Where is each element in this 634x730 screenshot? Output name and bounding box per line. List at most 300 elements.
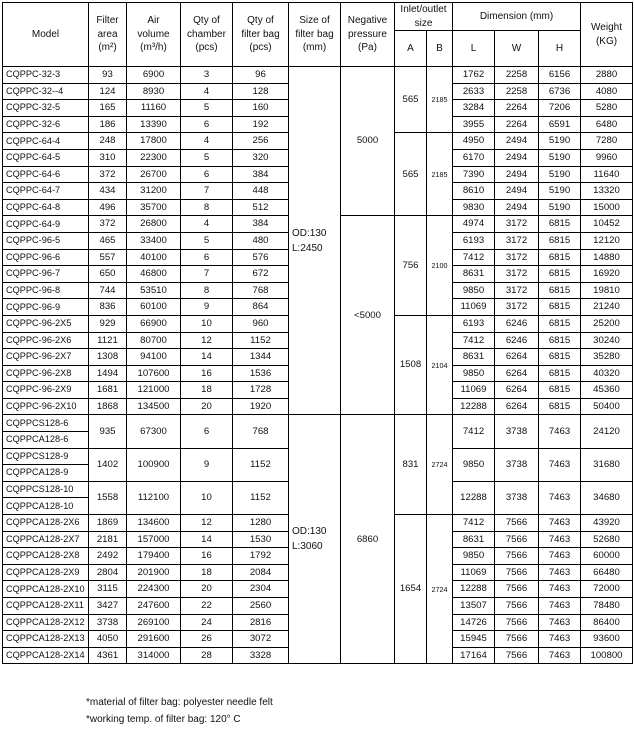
filter-area-cell: 2492 — [89, 548, 127, 565]
note-temperature: *working temp. of filter bag: 120° C — [86, 714, 241, 725]
weight-cell: 34680 — [581, 481, 633, 514]
weight-cell: 40320 — [581, 365, 633, 382]
dimension-h-cell: 6815 — [539, 216, 581, 233]
dimension-l-cell: 4950 — [453, 133, 495, 150]
filter-area-cell: 93 — [89, 67, 127, 84]
header-qty-filter-bag: Qty of filter bag (pcs) — [233, 3, 289, 67]
dimension-l-cell: 15945 — [453, 631, 495, 648]
dimension-w-cell: 2258 — [495, 83, 539, 100]
model-cell: CQPPC-64-7 — [3, 183, 89, 200]
weight-cell: 50400 — [581, 398, 633, 415]
dimension-w-cell: 6246 — [495, 332, 539, 349]
dimension-l-cell: 3955 — [453, 116, 495, 133]
air-volume-cell: 33400 — [127, 232, 181, 249]
weight-cell: 14880 — [581, 249, 633, 266]
bag-qty-cell: 480 — [233, 232, 289, 249]
dimension-h-cell: 7463 — [539, 631, 581, 648]
header-air-volume: Air volume (m³/h) — [127, 3, 181, 67]
dimension-w-cell: 3172 — [495, 216, 539, 233]
model-cell: CQPPC-32-3 — [3, 67, 89, 84]
dimension-w-cell: 3172 — [495, 249, 539, 266]
bag-qty-cell: 864 — [233, 299, 289, 316]
dimension-l-cell: 1762 — [453, 67, 495, 84]
air-volume-cell: 11160 — [127, 100, 181, 117]
air-volume-cell: 201900 — [127, 564, 181, 581]
filter-area-cell: 2804 — [89, 564, 127, 581]
bag-qty-cell: 384 — [233, 216, 289, 233]
air-volume-cell: 134600 — [127, 515, 181, 532]
filter-area-cell: 557 — [89, 249, 127, 266]
air-volume-cell: 247600 — [127, 598, 181, 615]
chamber-qty-cell: 22 — [181, 598, 233, 615]
chamber-qty-cell: 20 — [181, 398, 233, 415]
model-cell: CQPPC-64-5 — [3, 149, 89, 166]
header-w: W — [495, 31, 539, 67]
weight-cell: 100800 — [581, 647, 633, 664]
weight-cell: 25200 — [581, 315, 633, 332]
bag-qty-cell: 2084 — [233, 564, 289, 581]
filter-area-cell: 310 — [89, 149, 127, 166]
filter-area-cell: 929 — [89, 315, 127, 332]
dimension-l-cell: 3284 — [453, 100, 495, 117]
model-cell: CQPPC-64-4 — [3, 133, 89, 150]
dimension-w-cell: 7566 — [495, 548, 539, 565]
dimension-w-cell: 2494 — [495, 149, 539, 166]
model-cell: CQPPCA128-2X13 — [3, 631, 89, 648]
chamber-qty-cell: 9 — [181, 299, 233, 316]
dimension-w-cell: 6264 — [495, 349, 539, 366]
bag-qty-cell: 1152 — [233, 481, 289, 514]
chamber-qty-cell: 4 — [181, 83, 233, 100]
inlet-a-cell: 756 — [395, 216, 427, 316]
air-volume-cell: 53510 — [127, 282, 181, 299]
air-volume-cell: 269100 — [127, 614, 181, 631]
dimension-w-cell: 3738 — [495, 448, 539, 481]
air-volume-cell: 46800 — [127, 266, 181, 283]
filter-area-cell: 4050 — [89, 631, 127, 648]
dimension-h-cell: 7463 — [539, 614, 581, 631]
dimension-w-cell: 7566 — [495, 631, 539, 648]
inlet-a-cell: 565 — [395, 133, 427, 216]
weight-cell: 52680 — [581, 531, 633, 548]
filter-area-cell: 248 — [89, 133, 127, 150]
weight-cell: 93600 — [581, 631, 633, 648]
chamber-qty-cell: 16 — [181, 548, 233, 565]
weight-cell: 24120 — [581, 415, 633, 448]
dimension-w-cell: 2494 — [495, 199, 539, 216]
air-volume-cell: 100900 — [127, 448, 181, 481]
inlet-b-cell: 2185 — [427, 133, 453, 216]
air-volume-cell: 35700 — [127, 199, 181, 216]
chamber-qty-cell: 24 — [181, 614, 233, 631]
dimension-l-cell: 13507 — [453, 598, 495, 615]
dimension-l-cell: 9850 — [453, 365, 495, 382]
model-cell: CQPPCS128-9 — [3, 448, 89, 465]
filter-area-cell: 3427 — [89, 598, 127, 615]
dimension-w-cell: 7566 — [495, 598, 539, 615]
negative-pressure-cell: 6860 — [341, 415, 395, 664]
header-h: H — [539, 31, 581, 67]
dimension-l-cell: 6193 — [453, 232, 495, 249]
model-cell: CQPPC-96-2X8 — [3, 365, 89, 382]
dimension-l-cell: 7390 — [453, 166, 495, 183]
weight-cell: 12120 — [581, 232, 633, 249]
model-cell: CQPPC-96-8 — [3, 282, 89, 299]
dimension-l-cell: 14726 — [453, 614, 495, 631]
filter-area-cell: 465 — [89, 232, 127, 249]
filter-area-cell: 372 — [89, 166, 127, 183]
filter-area-cell: 1558 — [89, 481, 127, 514]
inlet-b-cell: 2724 — [427, 415, 453, 515]
air-volume-cell: 314000 — [127, 647, 181, 664]
weight-cell: 10452 — [581, 216, 633, 233]
header-weight: Weight (KG) — [581, 3, 633, 67]
dimension-w-cell: 2494 — [495, 183, 539, 200]
air-volume-cell: 8930 — [127, 83, 181, 100]
chamber-qty-cell: 14 — [181, 349, 233, 366]
inlet-b-cell: 2185 — [427, 67, 453, 133]
air-volume-cell: 291600 — [127, 631, 181, 648]
dimension-h-cell: 7463 — [539, 481, 581, 514]
bag-qty-cell: 192 — [233, 116, 289, 133]
weight-cell: 30240 — [581, 332, 633, 349]
bag-qty-cell: 1536 — [233, 365, 289, 382]
bag-qty-cell: 1152 — [233, 332, 289, 349]
bag-qty-cell: 2560 — [233, 598, 289, 615]
dimension-w-cell: 3738 — [495, 415, 539, 448]
dimension-w-cell: 7566 — [495, 581, 539, 598]
air-volume-cell: 17800 — [127, 133, 181, 150]
filter-area-cell: 1869 — [89, 515, 127, 532]
dimension-h-cell: 6591 — [539, 116, 581, 133]
dimension-h-cell: 6815 — [539, 365, 581, 382]
model-cell: CQPPCA128-2X10 — [3, 581, 89, 598]
dimension-l-cell: 9830 — [453, 199, 495, 216]
model-cell: CQPPCS128-6 — [3, 415, 89, 432]
weight-cell: 78480 — [581, 598, 633, 615]
dimension-l-cell: 6170 — [453, 149, 495, 166]
bag-qty-cell: 1152 — [233, 448, 289, 481]
model-cell: CQPPC-96-7 — [3, 266, 89, 283]
chamber-qty-cell: 10 — [181, 315, 233, 332]
dimension-w-cell: 3172 — [495, 282, 539, 299]
filter-area-cell: 744 — [89, 282, 127, 299]
weight-cell: 19810 — [581, 282, 633, 299]
dimension-h-cell: 6736 — [539, 83, 581, 100]
weight-cell: 16920 — [581, 266, 633, 283]
model-cell: CQPPCA128-10 — [3, 498, 89, 515]
dimension-w-cell: 6264 — [495, 398, 539, 415]
dimension-l-cell: 11069 — [453, 564, 495, 581]
model-cell: CQPPCS128-10 — [3, 481, 89, 498]
filter-area-cell: 935 — [89, 415, 127, 448]
filter-area-cell: 1868 — [89, 398, 127, 415]
air-volume-cell: 60100 — [127, 299, 181, 316]
model-cell: CQPPCA128-2X11 — [3, 598, 89, 615]
filter-area-cell: 124 — [89, 83, 127, 100]
model-cell: CQPPC-64-9 — [3, 216, 89, 233]
dimension-w-cell: 2264 — [495, 116, 539, 133]
filter-area-cell: 1308 — [89, 349, 127, 366]
dimension-h-cell: 7463 — [539, 647, 581, 664]
header-a: A — [395, 31, 427, 67]
chamber-qty-cell: 8 — [181, 199, 233, 216]
dimension-w-cell: 6264 — [495, 365, 539, 382]
model-cell: CQPPC-32-5 — [3, 100, 89, 117]
dimension-w-cell: 7566 — [495, 531, 539, 548]
weight-cell: 43920 — [581, 515, 633, 532]
bag-qty-cell: 1920 — [233, 398, 289, 415]
chamber-qty-cell: 26 — [181, 631, 233, 648]
chamber-qty-cell: 7 — [181, 266, 233, 283]
bag-qty-cell: 3072 — [233, 631, 289, 648]
chamber-qty-cell: 6 — [181, 415, 233, 448]
model-cell: CQPPCA128-6 — [3, 432, 89, 449]
bag-qty-cell: 1344 — [233, 349, 289, 366]
air-volume-cell: 134500 — [127, 398, 181, 415]
model-cell: CQPPC-96-9 — [3, 299, 89, 316]
chamber-qty-cell: 5 — [181, 100, 233, 117]
model-cell: CQPPCA128-2X9 — [3, 564, 89, 581]
chamber-qty-cell: 28 — [181, 647, 233, 664]
filter-area-cell: 496 — [89, 199, 127, 216]
negative-pressure-cell: 5000 — [341, 67, 395, 216]
header-dimension: Dimension (mm) — [453, 3, 581, 31]
filter-area-cell: 4361 — [89, 647, 127, 664]
bag-qty-cell: 128 — [233, 83, 289, 100]
chamber-qty-cell: 3 — [181, 67, 233, 84]
bag-qty-cell: 768 — [233, 415, 289, 448]
bag-od: OD:130 — [292, 227, 327, 239]
dimension-h-cell: 6815 — [539, 315, 581, 332]
bag-qty-cell: 384 — [233, 166, 289, 183]
header-inlet-outlet: Inlet/outlet size — [395, 3, 453, 31]
filter-area-cell: 434 — [89, 183, 127, 200]
inlet-b-cell: 2724 — [427, 515, 453, 664]
dimension-l-cell: 12288 — [453, 398, 495, 415]
header-qty-chamber: Qty of chamber (pcs) — [181, 3, 233, 67]
filter-area-cell: 1121 — [89, 332, 127, 349]
dimension-l-cell: 4974 — [453, 216, 495, 233]
dimension-h-cell: 7206 — [539, 100, 581, 117]
inlet-a-cell: 831 — [395, 415, 427, 515]
bag-qty-cell: 672 — [233, 266, 289, 283]
dimension-l-cell: 6193 — [453, 315, 495, 332]
dimension-h-cell: 7463 — [539, 448, 581, 481]
weight-cell: 45360 — [581, 382, 633, 399]
dimension-l-cell: 9850 — [453, 548, 495, 565]
weight-cell: 13320 — [581, 183, 633, 200]
dimension-h-cell: 6156 — [539, 67, 581, 84]
inlet-a-cell: 565 — [395, 67, 427, 133]
filter-area-cell: 186 — [89, 116, 127, 133]
notes — [86, 694, 273, 728]
dimension-l-cell: 12288 — [453, 481, 495, 514]
air-volume-cell: 22300 — [127, 149, 181, 166]
dimension-h-cell: 6815 — [539, 349, 581, 366]
filter-area-cell: 836 — [89, 299, 127, 316]
bag-qty-cell: 96 — [233, 67, 289, 84]
weight-cell: 21240 — [581, 299, 633, 316]
dimension-w-cell: 6246 — [495, 315, 539, 332]
header-model: Model — [3, 3, 89, 67]
chamber-qty-cell: 10 — [181, 481, 233, 514]
bag-qty-cell: 1530 — [233, 531, 289, 548]
model-cell: CQPPCA128-2X6 — [3, 515, 89, 532]
weight-cell: 11640 — [581, 166, 633, 183]
model-cell: CQPPC-96-2X9 — [3, 382, 89, 399]
dimension-h-cell: 7463 — [539, 415, 581, 448]
chamber-qty-cell: 4 — [181, 133, 233, 150]
chamber-qty-cell: 6 — [181, 249, 233, 266]
weight-cell: 66480 — [581, 564, 633, 581]
bag-qty-cell: 576 — [233, 249, 289, 266]
dimension-l-cell: 2633 — [453, 83, 495, 100]
bag-qty-cell: 1728 — [233, 382, 289, 399]
dimension-h-cell: 7463 — [539, 581, 581, 598]
inlet-b-cell: 2104 — [427, 315, 453, 415]
bag-qty-cell: 448 — [233, 183, 289, 200]
air-volume-cell: 80700 — [127, 332, 181, 349]
dimension-h-cell: 6815 — [539, 398, 581, 415]
dimension-w-cell: 7566 — [495, 564, 539, 581]
model-cell: CQPPC-32--4 — [3, 83, 89, 100]
dimension-h-cell: 6815 — [539, 232, 581, 249]
weight-cell: 4080 — [581, 83, 633, 100]
model-cell: CQPPCA128-2X7 — [3, 531, 89, 548]
chamber-qty-cell: 16 — [181, 365, 233, 382]
air-volume-cell: 112100 — [127, 481, 181, 514]
model-cell: CQPPCA128-2X12 — [3, 614, 89, 631]
dimension-l-cell: 11069 — [453, 299, 495, 316]
model-cell: CQPPC-64-8 — [3, 199, 89, 216]
inlet-a-cell: 1508 — [395, 315, 427, 415]
bag-od: OD:130 — [292, 526, 327, 538]
header-filter-area: Filter area (m²) — [89, 3, 127, 67]
dimension-w-cell: 3738 — [495, 481, 539, 514]
chamber-qty-cell: 18 — [181, 564, 233, 581]
dimension-l-cell: 7412 — [453, 515, 495, 532]
dimension-h-cell: 5190 — [539, 199, 581, 216]
dimension-h-cell: 5190 — [539, 133, 581, 150]
air-volume-cell: 67300 — [127, 415, 181, 448]
chamber-qty-cell: 9 — [181, 448, 233, 481]
filter-area-cell: 1402 — [89, 448, 127, 481]
model-cell: CQPPCA128-2X8 — [3, 548, 89, 565]
filter-bag-size-cell — [289, 67, 341, 415]
header-bag-size: Size of filter bag (mm) — [289, 3, 341, 67]
air-volume-cell: 6900 — [127, 67, 181, 84]
air-volume-cell: 26700 — [127, 166, 181, 183]
model-cell: CQPPC-32-6 — [3, 116, 89, 133]
inlet-b-cell: 2100 — [427, 216, 453, 316]
air-volume-cell: 66900 — [127, 315, 181, 332]
filter-area-cell: 165 — [89, 100, 127, 117]
dimension-w-cell: 2258 — [495, 67, 539, 84]
air-volume-cell: 31200 — [127, 183, 181, 200]
table-row — [3, 415, 633, 432]
dimension-w-cell: 3172 — [495, 299, 539, 316]
filter-area-cell: 650 — [89, 266, 127, 283]
weight-cell: 9960 — [581, 149, 633, 166]
bag-qty-cell: 1792 — [233, 548, 289, 565]
weight-cell: 60000 — [581, 548, 633, 565]
dimension-h-cell: 7463 — [539, 548, 581, 565]
table-row — [3, 67, 633, 84]
dimension-h-cell: 5190 — [539, 183, 581, 200]
dimension-h-cell: 7463 — [539, 598, 581, 615]
air-volume-cell: 26800 — [127, 216, 181, 233]
air-volume-cell: 224300 — [127, 581, 181, 598]
dimension-l-cell: 7412 — [453, 249, 495, 266]
bag-qty-cell: 768 — [233, 282, 289, 299]
dimension-l-cell: 11069 — [453, 382, 495, 399]
model-cell: CQPPC-64-6 — [3, 166, 89, 183]
header-l: L — [453, 31, 495, 67]
air-volume-cell: 40100 — [127, 249, 181, 266]
dimension-w-cell: 7566 — [495, 647, 539, 664]
dimension-l-cell: 7412 — [453, 332, 495, 349]
weight-cell: 6480 — [581, 116, 633, 133]
header-b: B — [427, 31, 453, 67]
chamber-qty-cell: 6 — [181, 116, 233, 133]
dimension-w-cell: 6264 — [495, 382, 539, 399]
weight-cell: 35280 — [581, 349, 633, 366]
dimension-l-cell: 8631 — [453, 266, 495, 283]
dimension-w-cell: 7566 — [495, 614, 539, 631]
filter-area-cell: 2181 — [89, 531, 127, 548]
filter-area-cell: 372 — [89, 216, 127, 233]
filter-area-cell: 1494 — [89, 365, 127, 382]
weight-cell: 7280 — [581, 133, 633, 150]
air-volume-cell: 157000 — [127, 531, 181, 548]
model-cell: CQPPC-96-6 — [3, 249, 89, 266]
chamber-qty-cell: 7 — [181, 183, 233, 200]
bag-qty-cell: 512 — [233, 199, 289, 216]
weight-cell: 72000 — [581, 581, 633, 598]
bag-qty-cell: 160 — [233, 100, 289, 117]
dimension-l-cell: 8610 — [453, 183, 495, 200]
model-cell: CQPPCA128-9 — [3, 465, 89, 482]
chamber-qty-cell: 12 — [181, 515, 233, 532]
note-material: *material of filter bag: polyester needle felt — [86, 697, 273, 708]
spec-body — [3, 67, 633, 664]
bag-qty-cell: 2304 — [233, 581, 289, 598]
air-volume-cell: 121000 — [127, 382, 181, 399]
negative-pressure-cell: <5000 — [341, 216, 395, 415]
dimension-h-cell: 6815 — [539, 332, 581, 349]
dimension-h-cell: 7463 — [539, 515, 581, 532]
bag-qty-cell: 1280 — [233, 515, 289, 532]
weight-cell: 2880 — [581, 67, 633, 84]
dimension-l-cell: 8631 — [453, 349, 495, 366]
dimension-w-cell: 3172 — [495, 266, 539, 283]
dimension-w-cell: 2494 — [495, 166, 539, 183]
filter-area-cell: 1681 — [89, 382, 127, 399]
model-cell: CQPPC-96-2X7 — [3, 349, 89, 366]
dimension-h-cell: 6815 — [539, 282, 581, 299]
chamber-qty-cell: 5 — [181, 232, 233, 249]
bag-length: L:3060 — [292, 541, 323, 553]
filter-area-cell: 3738 — [89, 614, 127, 631]
dimension-w-cell: 3172 — [495, 232, 539, 249]
model-cell: CQPPC-96-2X10 — [3, 398, 89, 415]
dimension-h-cell: 6815 — [539, 382, 581, 399]
dimension-h-cell: 6815 — [539, 299, 581, 316]
chamber-qty-cell: 14 — [181, 531, 233, 548]
bag-qty-cell: 960 — [233, 315, 289, 332]
bag-length: L:2450 — [292, 242, 323, 254]
